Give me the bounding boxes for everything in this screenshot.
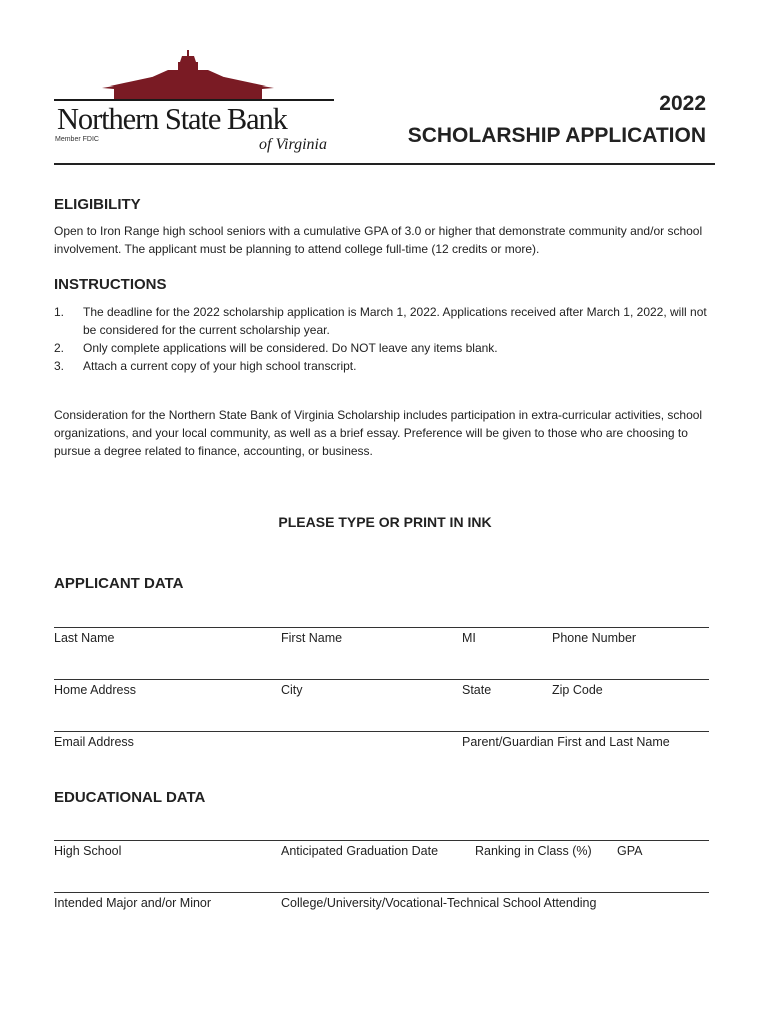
bank-name: Northern State Bank	[57, 102, 287, 136]
instruction-item	[54, 357, 714, 375]
college-attending-label: College/University/Vocational-Technical School Attending	[281, 896, 597, 910]
class-ranking-label: Ranking in Class (%)	[475, 844, 592, 858]
applicant-data-heading: APPLICANT DATA	[54, 575, 184, 592]
consideration-text: Consideration for the Northern State Bank of Virginia Scholarship includes participation in extra-curricular activities, school organizations, and your local community, as well as a brief essay. Preference will be given to those who are choosing to pursue a degree related to finance, accounting, or business.	[54, 408, 703, 458]
first-name-label: First Name	[281, 631, 343, 645]
header-divider	[54, 163, 715, 165]
high-school-label: High School	[54, 844, 122, 858]
bank-logo	[54, 48, 334, 160]
phone-number-label: Phone Number	[552, 631, 637, 645]
home-address-label: Home Address	[54, 683, 136, 697]
zip-code-label: Zip Code	[552, 683, 603, 697]
instruction-number: 2.	[54, 341, 65, 355]
instruction-number: 3.	[54, 359, 65, 373]
member-fdic-label: Member FDIC	[55, 136, 99, 143]
applicant-row2-line[interactable]	[54, 679, 709, 680]
instruction-text: Only complete applications will be considered. Do NOT leave any items blank.	[83, 341, 498, 355]
mi-label: MI	[462, 631, 476, 645]
document-year: 2022	[659, 92, 706, 115]
intended-major-label: Intended Major and/or Minor	[54, 896, 212, 910]
instruction-text: Attach a current copy of your high school transcript.	[83, 359, 357, 373]
state-label: State	[462, 683, 492, 697]
of-virginia-label: of Virginia	[259, 136, 327, 153]
instruction-item	[54, 339, 714, 357]
graduation-date-label: Anticipated Graduation Date	[281, 844, 439, 858]
last-name-label: Last Name	[54, 631, 115, 645]
educational-data-heading: EDUCATIONAL DATA	[54, 789, 206, 806]
print-note: PLEASE TYPE OR PRINT IN INK	[278, 514, 492, 530]
education-row1-line[interactable]	[54, 840, 709, 841]
city-label: City	[281, 683, 303, 697]
education-row2-line[interactable]	[54, 892, 709, 893]
instruction-number: 1.	[54, 305, 65, 319]
instruction-text: The deadline for the 2022 scholarship application is March 1, 2022. Applications received after March 1, 2022, will not be considered for the current scholarship year.	[83, 305, 707, 337]
applicant-row3-line[interactable]	[54, 731, 709, 732]
eligibility-heading: ELIGIBILITY	[54, 196, 141, 213]
applicant-row1-line[interactable]	[54, 627, 709, 628]
email-address-label: Email Address	[54, 735, 134, 749]
gpa-label: GPA	[617, 844, 643, 858]
instructions-list	[54, 303, 714, 375]
eligibility-text: Open to Iron Range high school seniors with a cumulative GPA of 3.0 or higher that demonstrate community and/or school involvement. The applicant must be planning to attend college full-time (12 credits or more).	[54, 224, 703, 256]
parent-guardian-label: Parent/Guardian First and Last Name	[462, 735, 670, 749]
instruction-item	[54, 303, 714, 339]
document-title: SCHOLARSHIP APPLICATION	[407, 124, 706, 147]
bank-building-icon	[54, 48, 334, 108]
instructions-heading: INSTRUCTIONS	[54, 276, 167, 293]
